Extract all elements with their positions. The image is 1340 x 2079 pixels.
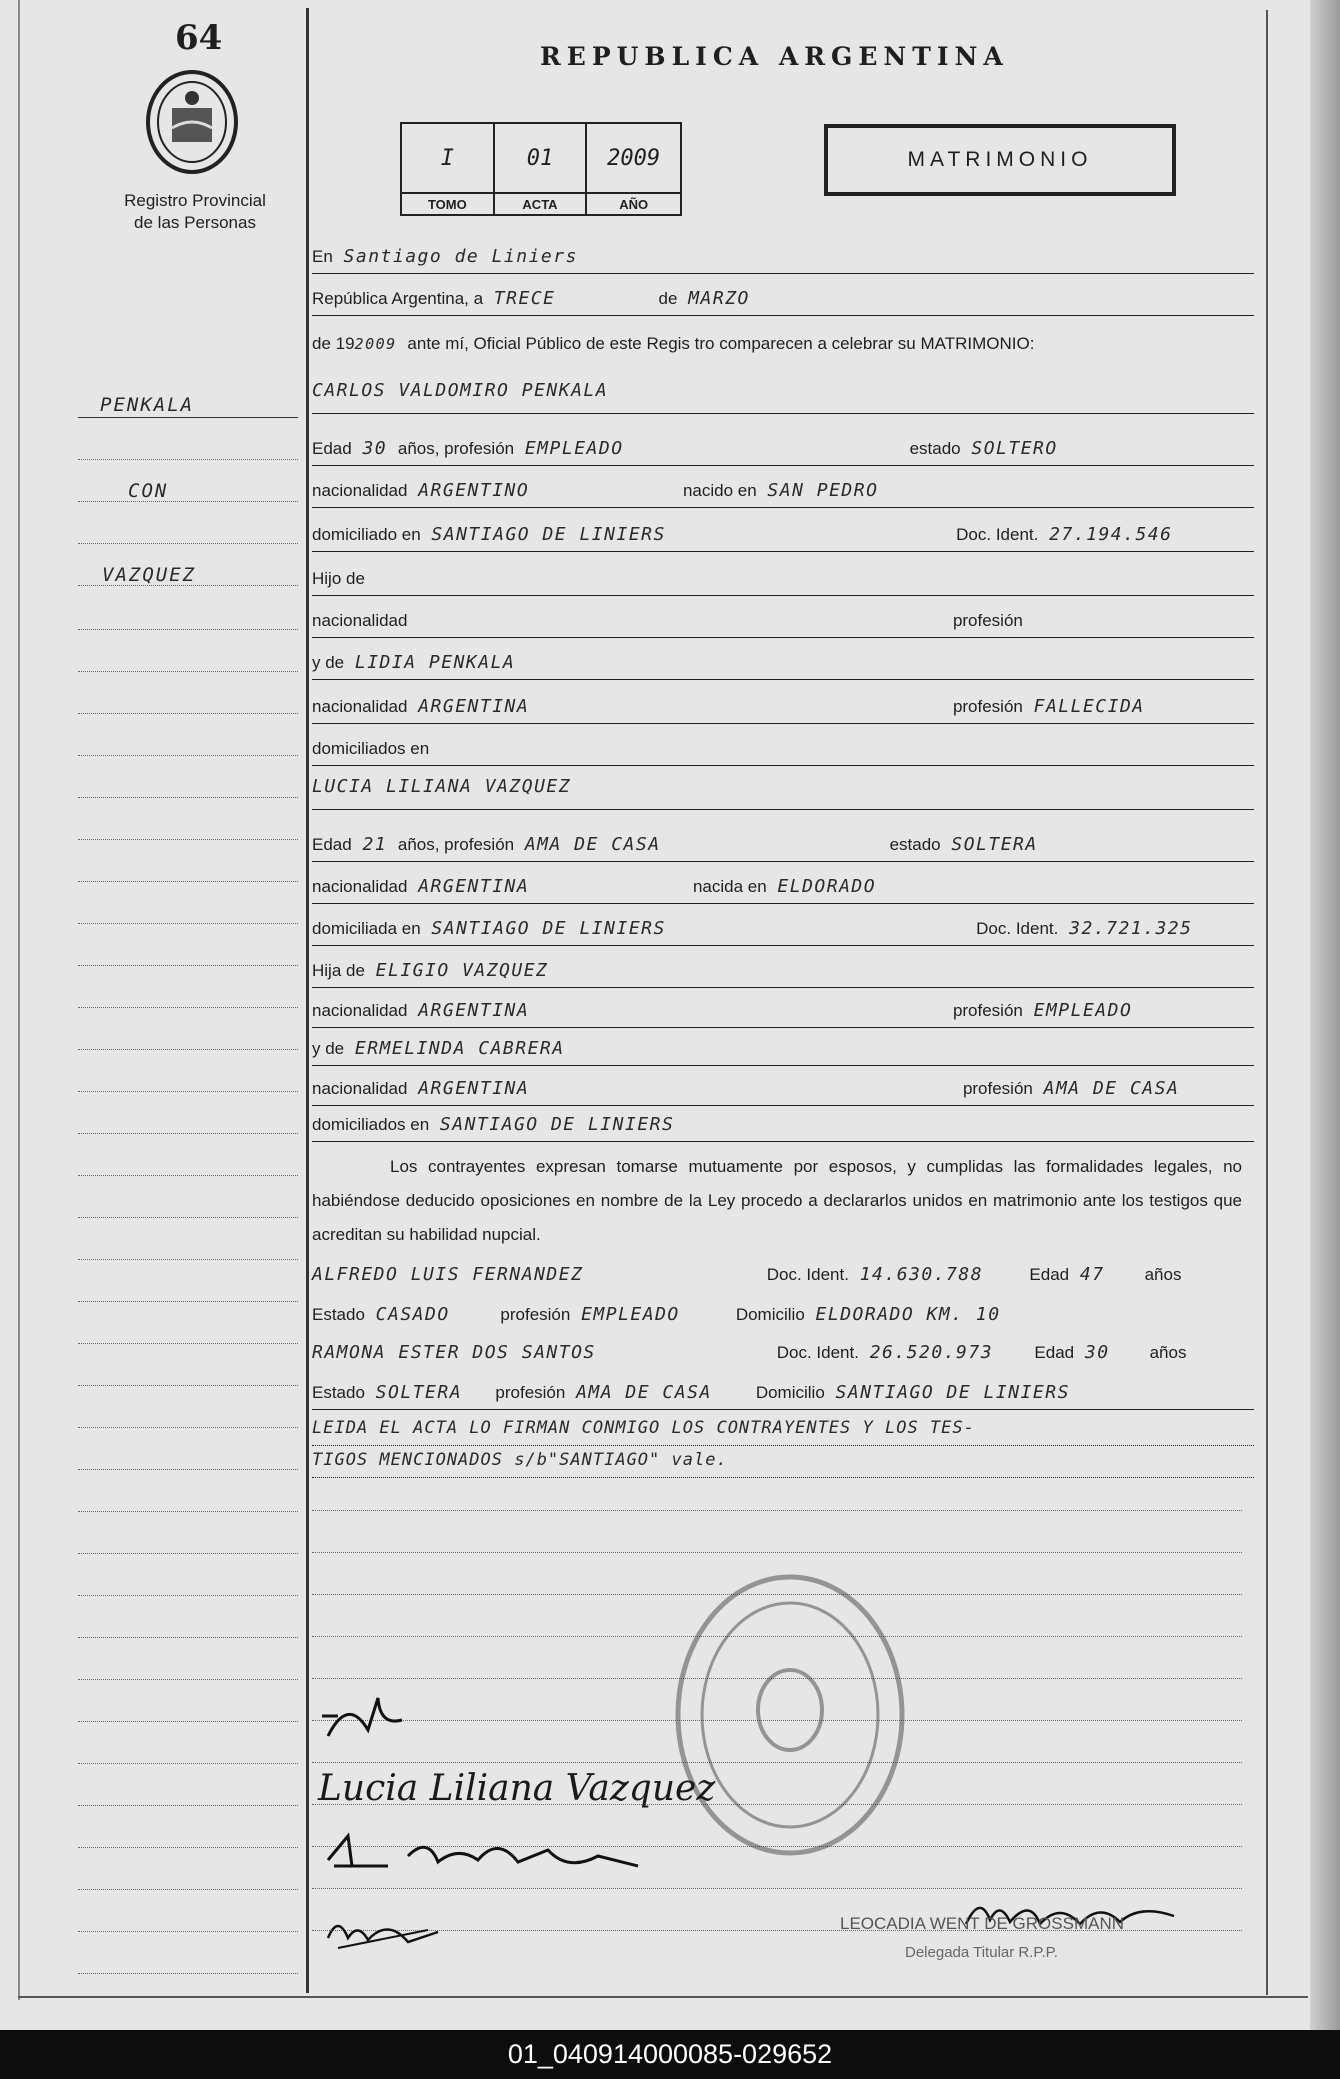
margin-line [78, 754, 298, 756]
margin-line [78, 542, 298, 544]
groom-doc: 27.194.546 [1049, 524, 1173, 545]
margin-line [78, 458, 298, 460]
margin-line [78, 838, 298, 840]
bride-father: ELIGIO VAZQUEZ [375, 960, 549, 981]
record-type-box: MATRIMONIO [824, 124, 1176, 196]
preamble-statement: ante mí, Oficial Público de este Regis tro comparecen a celebrar su MATRIMONIO: [407, 334, 1035, 353]
witness1-doc: 14.630.788 [859, 1264, 984, 1285]
official-name: LEOCADIA WENT DE GROSSMANN [840, 1914, 1125, 1933]
witness2-line [312, 1342, 1254, 1370]
domiciliado-label: domiciliado en [312, 525, 421, 544]
profesion-label: profesión [962, 1079, 1033, 1098]
margin-line [78, 1342, 298, 1344]
margin-groom-surname: PENKALA [100, 394, 195, 416]
margin-line [78, 1804, 298, 1806]
witness1-signature-icon [318, 1826, 658, 1886]
y-de-label: y de [312, 1039, 345, 1058]
bride-father-profession: EMPLEADO [1033, 1000, 1133, 1021]
edad-label: Edad [312, 835, 352, 854]
nacionalidad-label: nacionalidad [312, 1001, 408, 1020]
nacionalidad-label: nacionalidad [312, 877, 408, 896]
groom-nationality-line [312, 480, 1254, 508]
profesion-label: profesión [500, 1305, 571, 1324]
bride-profession: AMA DE CASA [524, 834, 661, 855]
bride-mother-nationality: ARGENTINA [418, 1078, 530, 1099]
margin-line [78, 584, 298, 586]
bride-age-line [312, 834, 1254, 862]
closing-line-1: LEIDA EL ACTA LO FIRMAN CONMIGO LOS CONTRAYENTES Y LOS TES- [312, 1418, 1254, 1446]
bride-father-nationality: ARGENTINA [418, 1000, 530, 1021]
day-value: TRECE [493, 288, 556, 309]
margin-line [78, 1426, 298, 1428]
margin-line [78, 1258, 298, 1260]
estado-label: Estado [312, 1305, 365, 1324]
nacida-label: nacida en [692, 877, 767, 896]
witness2-civil-status: SOLTERA [375, 1382, 463, 1403]
witness2-doc: 26.520.973 [869, 1342, 994, 1363]
witness1-line [312, 1264, 1254, 1292]
witness1-profession: EMPLEADO [581, 1304, 680, 1325]
margin-bride-surname: VAZQUEZ [102, 564, 197, 586]
registry-line-1: Registro Provincial [124, 191, 266, 210]
groom-profession: EMPLEADO [524, 438, 624, 459]
bride-father-line [312, 960, 1254, 988]
margin-line [78, 1468, 298, 1470]
year-line [312, 334, 1254, 362]
anos-label: años [1144, 1265, 1182, 1284]
margin-line [78, 1048, 298, 1050]
ano-label: AÑO [587, 192, 680, 214]
groom-domicile: SANTIAGO DE LINIERS [431, 524, 666, 545]
estado-label: Estado [312, 1383, 365, 1402]
margin-line [78, 1636, 298, 1638]
groom-name: CARLOS VALDOMIRO PENKALA [312, 380, 609, 401]
bride-signature: Lucia Liliana Vazquez [318, 1768, 716, 1809]
margin-line [78, 1174, 298, 1176]
bride-domicile: SANTIAGO DE LINIERS [431, 918, 666, 939]
witness1-age: 47 [1079, 1264, 1105, 1285]
de-label: de [658, 289, 678, 308]
estado-label: estado [909, 439, 961, 458]
domiciliados-label: domiciliados en [312, 1115, 430, 1134]
hijo-label: Hijo de [312, 569, 365, 588]
bride-parents-domicile: SANTIAGO DE LINIERS [439, 1114, 675, 1135]
page-edge-shadow [1310, 0, 1340, 2030]
bride-mother-line [312, 1038, 1254, 1066]
edad-label: Edad [312, 439, 352, 458]
margin-line [78, 416, 298, 418]
blank-line [312, 1552, 1242, 1553]
tomo-value: I [402, 124, 495, 192]
margin-line [78, 1888, 298, 1890]
margin-line [78, 880, 298, 882]
doc-label: Doc. Ident. [766, 1265, 849, 1284]
witness2-profession: AMA DE CASA [576, 1382, 712, 1403]
doc-label: Doc. Ident. [776, 1343, 859, 1362]
left-margin-rule [18, 0, 20, 2000]
nacionalidad-label: nacionalidad [312, 611, 408, 630]
groom-age-line [312, 438, 1254, 466]
groom-mother-line [312, 652, 1254, 680]
year-prefix: de 19 [312, 334, 355, 353]
witness1-domicile: ELDORADO KM. 10 [815, 1304, 1001, 1325]
margin-line [78, 796, 298, 798]
edad-label: Edad [1034, 1343, 1075, 1362]
ano-value: 2009 [607, 145, 661, 171]
blank-line [312, 1510, 1242, 1511]
bride-mother-profession: AMA DE CASA [1043, 1078, 1180, 1099]
margin-line [78, 1510, 298, 1512]
bride-mother: ERMELINDA CABRERA [354, 1038, 565, 1059]
margin-line [78, 1132, 298, 1134]
estado-label: estado [889, 835, 941, 854]
bride-parents-domicile-line [312, 1114, 1254, 1142]
margin-line [78, 1594, 298, 1596]
groom-domicile-line [312, 524, 1254, 552]
declaration-text: Los contrayentes expresan tomarse mutuamente por esposos, y cumplidas las formalidades legales, no habiéndose deducido oposiciones en nombre de la Ley procedo a declararlos unidos en matrimonio ante los testigos que acreditan su habilidad nupcial. [312, 1157, 1242, 1244]
margin-line [78, 670, 298, 672]
margin-line [78, 1720, 298, 1722]
groom-mother-profession: FALLECIDA [1033, 696, 1145, 717]
witness2-details-line [312, 1382, 1254, 1410]
witness2-age: 30 [1084, 1342, 1110, 1363]
y-de-label: y de [312, 653, 345, 672]
bride-name-line [312, 776, 1254, 806]
bride-mother-nationality-line [312, 1078, 1254, 1106]
place-line [312, 246, 1254, 274]
official-title: Delegada Titular R.P.P. [905, 1944, 1058, 1961]
witness1-name: ALFREDO LUIS FERNANDEZ [312, 1264, 584, 1285]
official-stamp-icon [672, 1570, 908, 1860]
groom-birthplace: SAN PEDRO [767, 480, 879, 501]
profesion-label: profesión [952, 697, 1023, 716]
month-value: MARZO [688, 288, 750, 309]
profesion-label: profesión [495, 1383, 566, 1402]
profesion-label: profesión [952, 1001, 1023, 1020]
bride-doc: 32.721.325 [1069, 918, 1193, 939]
bride-name: LUCIA LILIANA VAZQUEZ [312, 776, 572, 797]
bride-nationality: ARGENTINA [418, 876, 530, 897]
margin-line [78, 1006, 298, 1008]
right-margin-rule [1266, 10, 1268, 1995]
margin-line [78, 964, 298, 966]
margin-line [78, 922, 298, 924]
margin-divider [306, 8, 309, 1993]
groom-civil-status: SOLTERO [971, 438, 1058, 459]
margin-line [78, 1552, 298, 1554]
folio-number: 64 [175, 18, 223, 58]
groom-mother-nationality: ARGENTINA [418, 696, 530, 717]
en-label: En [312, 247, 333, 266]
groom-mother-nationality-line [312, 696, 1254, 724]
groom-age: 30 [362, 438, 388, 459]
bride-birthplace: ELDORADO [777, 876, 877, 897]
bride-civil-status: SOLTERA [951, 834, 1038, 855]
margin-line [78, 1300, 298, 1302]
margin-line [78, 1846, 298, 1848]
witness2-signature-icon [318, 1908, 458, 1958]
margin-line [78, 500, 298, 502]
scan-code-bar: 01_040914000085-029652 [0, 2030, 1340, 2079]
registry-name [100, 190, 290, 234]
domiciliados-label: domiciliados en [312, 739, 430, 758]
witness1-civil-status: CASADO [375, 1304, 450, 1325]
edad-label: Edad [1029, 1265, 1070, 1284]
place-value: Santiago de Liniers [343, 246, 578, 267]
groom-signature-icon [318, 1686, 428, 1746]
groom-parents-domicile-line [312, 738, 1254, 766]
domicilio-label: Domicilio [735, 1305, 805, 1324]
anos-label: años [1149, 1343, 1187, 1362]
profesion-label: profesión [952, 611, 1023, 630]
groom-father-nationality-line [312, 610, 1254, 638]
hija-label: Hija de [312, 961, 365, 980]
anos-profesion-label: años, profesión [397, 835, 515, 854]
margin-line [78, 1090, 298, 1092]
margin-line [78, 1678, 298, 1680]
margin-line [78, 628, 298, 630]
country-heading: REPUBLICA ARGENTINA [540, 42, 1009, 71]
groom-father-line [312, 568, 1254, 596]
witness1-details-line [312, 1304, 1254, 1332]
margin-line [78, 1216, 298, 1218]
domiciliada-label: domiciliada en [312, 919, 421, 938]
year-value: 2009 [354, 335, 397, 353]
closing-line-2: TIGOS MENCIONADOS s/b"SANTIAGO" vale. [312, 1450, 1254, 1478]
nacionalidad-label: nacionalidad [312, 1079, 408, 1098]
tomo-label: TOMO [402, 192, 495, 214]
nacionalidad-label: nacionalidad [312, 481, 408, 500]
groom-nationality: ARGENTINO [418, 480, 530, 501]
anos-profesion-label: años, profesión [397, 439, 515, 458]
bride-age: 21 [362, 834, 388, 855]
doc-label: Doc. Ident. [976, 919, 1059, 938]
margin-line [78, 1384, 298, 1386]
acta-value: 01 [495, 124, 588, 192]
blank-line [312, 1888, 1242, 1889]
domicilio-label: Domicilio [755, 1383, 825, 1402]
margin-line [78, 1762, 298, 1764]
bottom-rule [18, 1996, 1308, 1998]
margin-line [78, 1930, 298, 1932]
bride-father-nationality-line [312, 1000, 1254, 1028]
margin-line [78, 712, 298, 714]
groom-mother: LIDIA PENKALA [354, 652, 516, 673]
registry-line-2: de las Personas [134, 213, 256, 232]
margin-line [78, 1972, 298, 1974]
nacido-label: nacido en [682, 481, 757, 500]
witness2-domicile: SANTIAGO DE LINIERS [835, 1382, 1070, 1403]
record-reference-box [400, 122, 682, 216]
bride-domicile-line [312, 918, 1254, 946]
provincial-seal-icon [142, 68, 242, 176]
doc-label: Doc. Ident. [956, 525, 1039, 544]
witness2-name: RAMONA ESTER DOS SANTOS [312, 1342, 596, 1363]
acta-label: ACTA [495, 192, 588, 214]
bride-nationality-line [312, 876, 1254, 904]
date-line [312, 288, 1254, 316]
nacionalidad-label: nacionalidad [312, 697, 408, 716]
republica-label: República Argentina, a [312, 289, 484, 308]
groom-name-line [312, 380, 1254, 410]
margin-connector: CON [128, 480, 169, 502]
